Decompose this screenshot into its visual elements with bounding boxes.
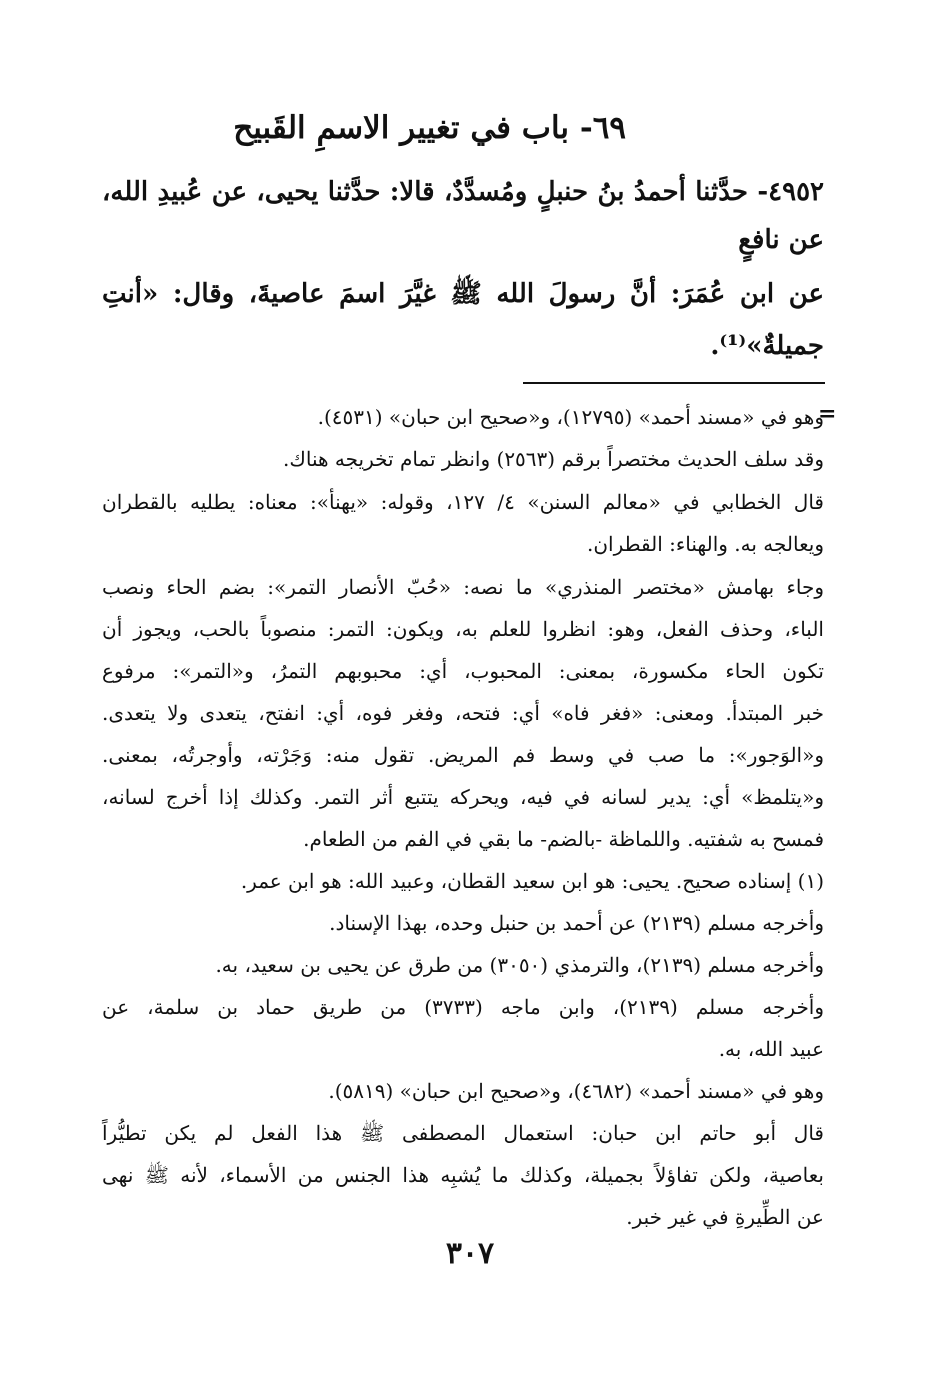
note-line: تكون الحاء مكسورة، بمعنى: المحبوب، أي: محبوبهم التمرُ، و«التمر»: مرفوع — [102, 659, 824, 683]
footnote-separator — [523, 382, 825, 384]
page-number: ٣٠٧ — [445, 1236, 495, 1271]
note-line: وقد سلف الحديث مختصراً برقم (٢٥٦٣) وانظر تمام تخريجه هناك. — [283, 447, 824, 471]
note-line: قال الخطابي في «معالم السنن» ٤/ ١٢٧، وقوله: «يهنأ»: معناه: يطليه بالقطران — [102, 490, 824, 514]
continuation-mark: = — [818, 401, 837, 427]
hadith-line: عن نافعٍ — [738, 225, 824, 255]
note-line: الباء، وحذف الفعل، وهو: انظروا للعلم به، ويكون: التمر: منصوباً بالحب، ويجوز أن — [102, 617, 824, 641]
footnote-line: قال أبو حاتم ابن حبان: استعمال المصطفى ﷺ هذا الفعل لم يكن تطيُّراً — [102, 1121, 824, 1145]
footnote-line: وأخرجه مسلم (٢١٣٩) عن أحمد بن حنبل وحده، بهذا الإسناد. — [329, 911, 824, 935]
chapter-heading: ٦٩- باب في تغيير الاسمِ القَبيح — [233, 110, 626, 146]
footnote-line: عن الطِّيرةِ في غير خبر. — [626, 1205, 824, 1229]
note-line: فمسح به شفتيه. واللماظة -بالضم- ما بقي في الفم من الطعام. — [303, 827, 824, 851]
note-line: خبر المبتدأ. ومعنى: «فغر فاه» أي: فتحه، وفغر فوه، أي: انفتح، يتعدى ولا يتعدى. — [102, 701, 824, 725]
footnote-line: وأخرجه مسلم (٢١٣٩)، والترمذي (٣٠٥٠) من طرق عن يحيى بن سعيد، به. — [215, 953, 824, 977]
note-line: ويعالجه به. والهناء: القطران. — [586, 532, 824, 556]
note-line: و«الوَجور»: ما صب في وسط فم المريض. تقول منه: وَجَرْته، وأوجرتُه، بمعنى. — [102, 743, 824, 767]
note-line: و«يتلمظ» أي: يدير لسانه في فيه، ويحركه يتتبع أثر التمر. وكذلك إذا أخرج لسانه، — [102, 785, 824, 809]
hadith-line: ٤٩٥٢- حدَّثنا أحمدُ بنُ حنبلٍ ومُسدَّدٌ، قالا: حدَّثنا يحيى، عن عُبيدِ الله، — [102, 177, 824, 207]
note-line: وهو في «مسند أحمد» (١٢٧٩٥)، و«صحيح ابن حبان» (٤٥٣١). — [317, 405, 824, 429]
note-line: وجاء بهامش «مختصر المنذري» ما نصه: «حُبّ الأنصار التمر»: بضم الحاء ونصب — [102, 575, 824, 599]
footnote-line: (١) إسناده صحيح. يحيى: هو ابن سعيد القطان، وعبيد الله: هو ابن عمر. — [240, 869, 824, 893]
footnote-line: وهو في «مسند أحمد» (٤٦٨٢)، و«صحيح ابن حبان» (٥٨١٩). — [328, 1079, 824, 1103]
hadith-line: جميلةٌ»⁽¹⁾. — [710, 331, 824, 361]
footnote-line: وأخرجه مسلم (٢١٣٩)، وابن ماجه (٣٧٣٣) من طريق حماد بن سلمة، عن — [102, 995, 825, 1019]
footnote-line: بعاصية، ولكن تفاؤلاً بجميلة، وكذلك ما يُشبِه هذا الجنس من الأسماء، لأنه ﷺ نهى — [102, 1163, 824, 1187]
footnote-line: عبيد الله، به. — [718, 1037, 824, 1061]
hadith-line: عن ابن عُمَرَ: أنَّ رسولَ الله ﷺ غيَّرَ اسمَ عاصيةَ، وقال: «أنتِ — [102, 279, 824, 309]
